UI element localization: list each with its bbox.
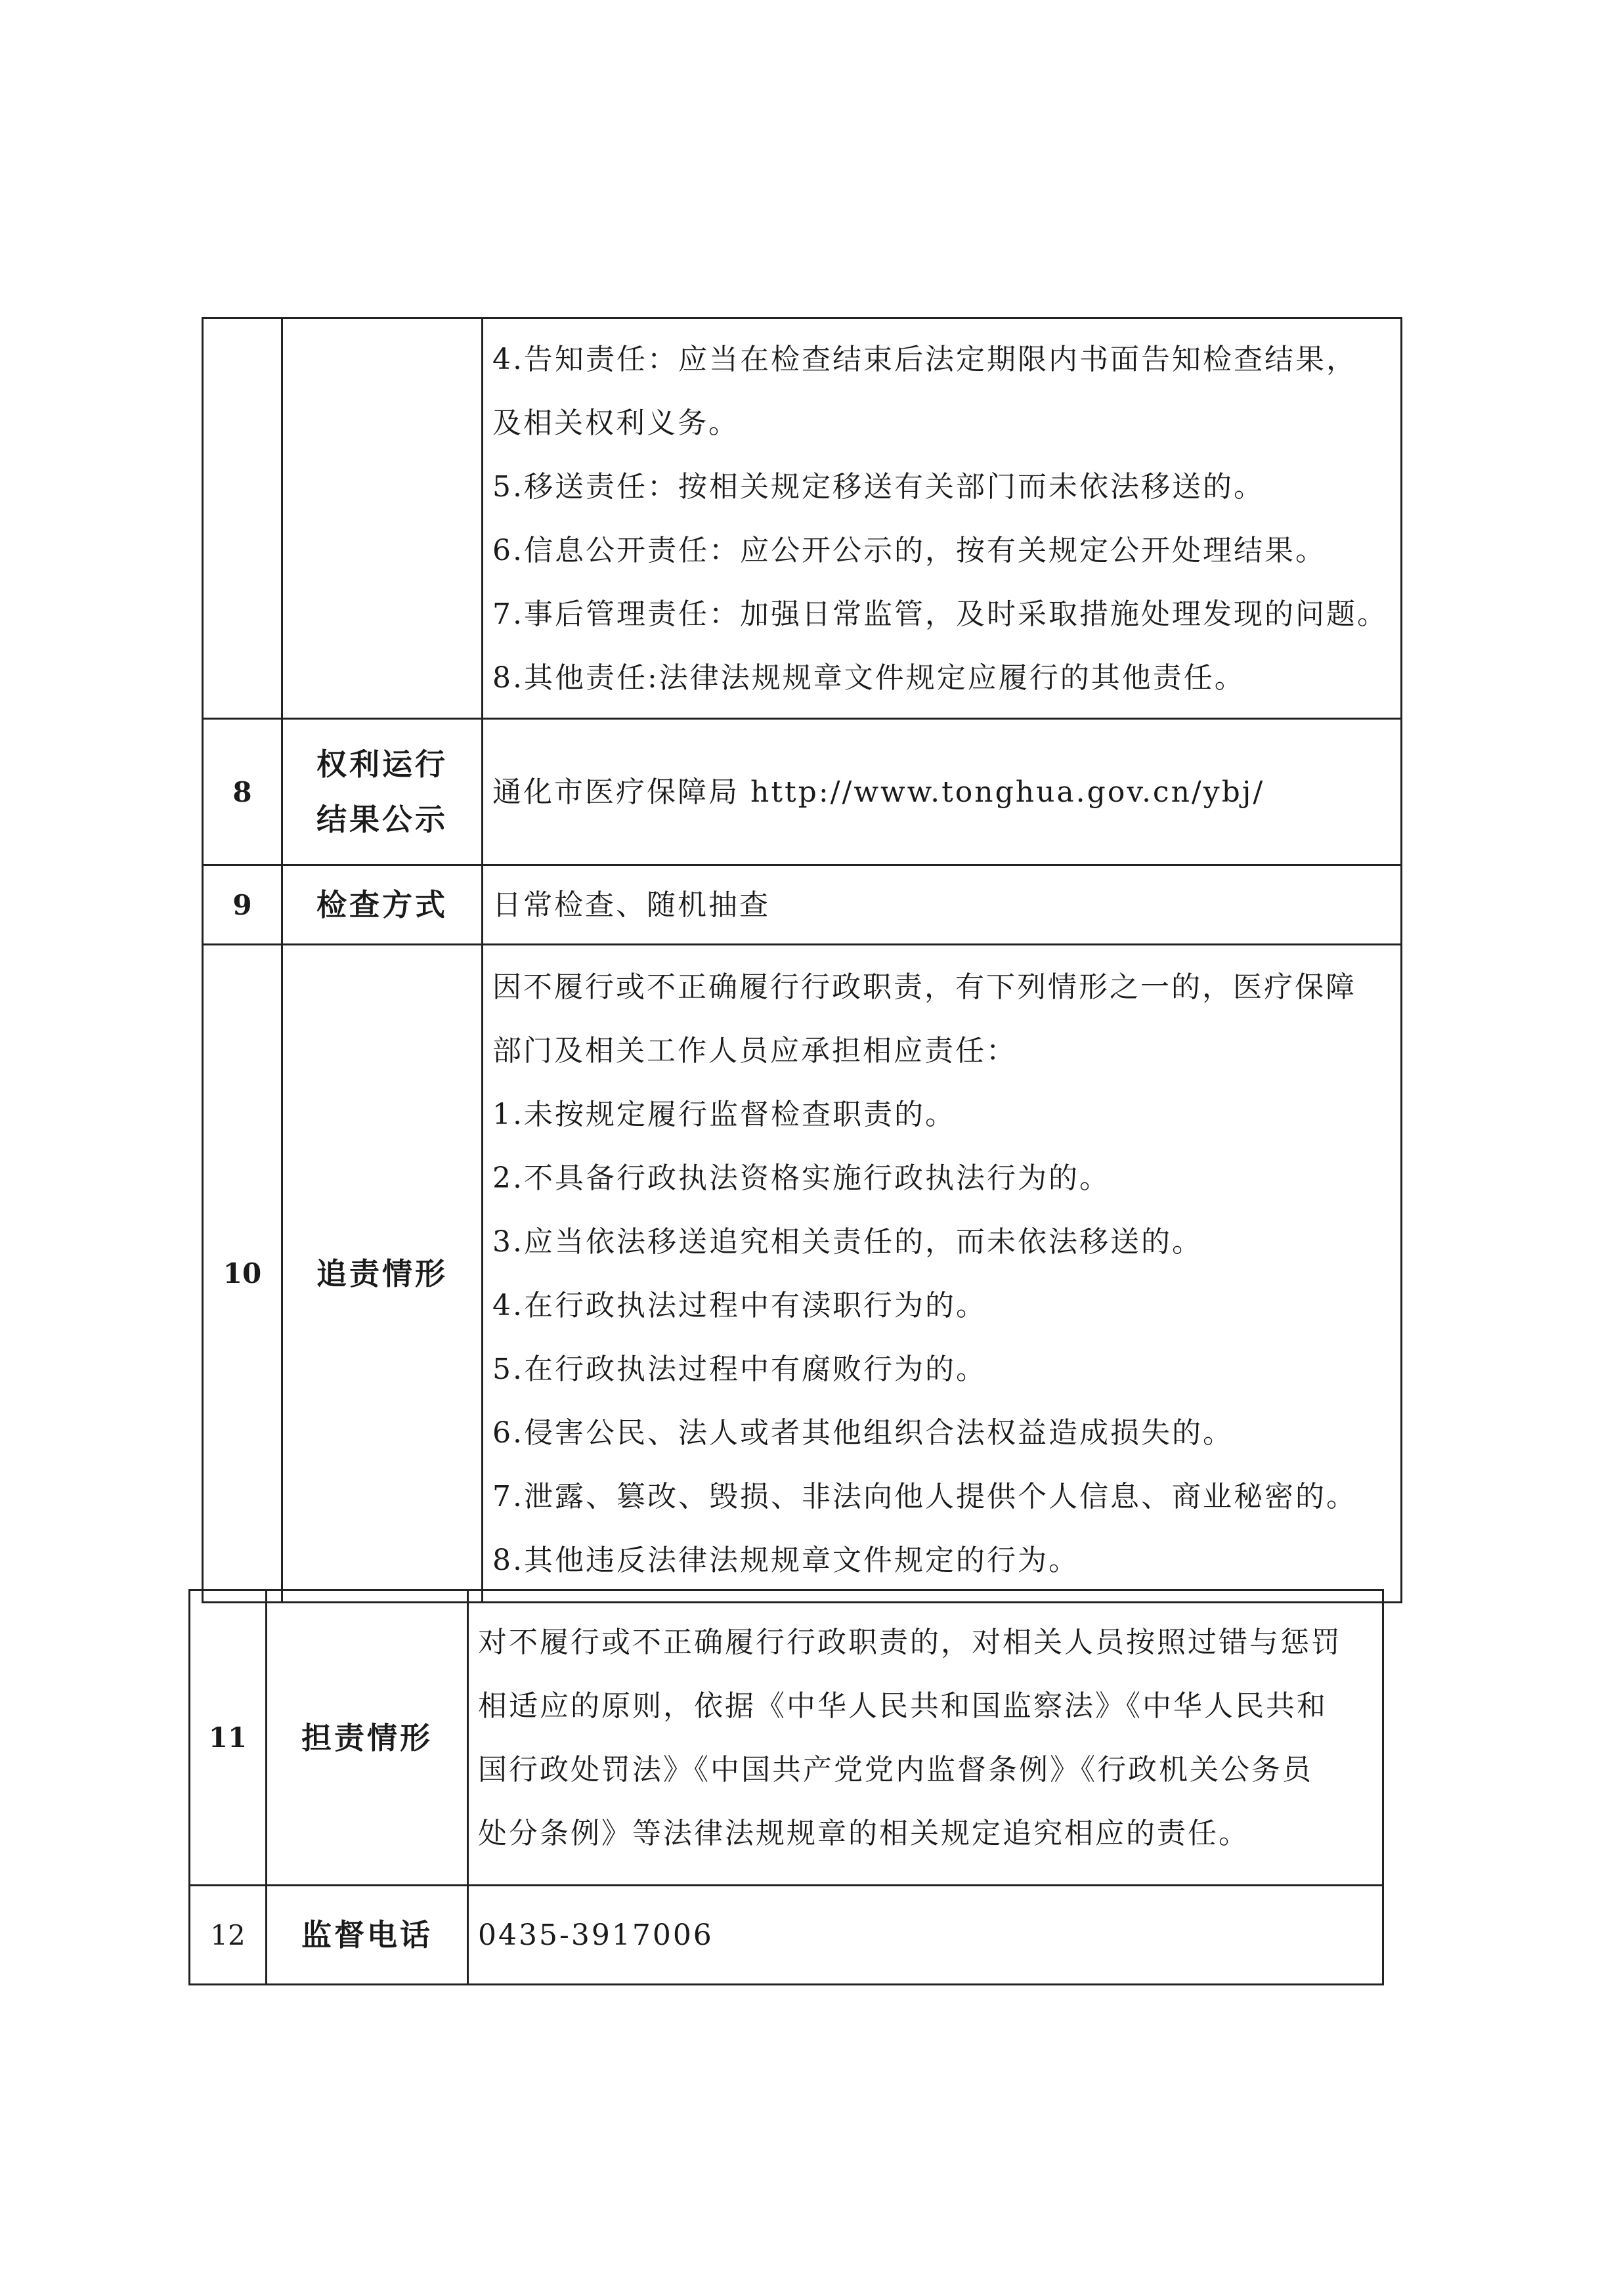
row-label	[282, 719, 483, 865]
row-label	[267, 1886, 468, 1985]
content-line: 及相关权利义务。	[492, 406, 739, 440]
content-line: 5.在行政执法过程中有腐败行为的。	[492, 1352, 987, 1386]
content-line: 国行政处罚法》《中国共产党党内监督条例》《行政机关公务员	[478, 1752, 1313, 1787]
content-line: 相适应的原则，依据《中华人民共和国监察法》《中华人民共和	[478, 1689, 1328, 1723]
row-number	[203, 318, 282, 719]
row-label	[267, 1590, 468, 1886]
label-line: 检查方式	[316, 887, 448, 922]
content-line: 4.在行政执法过程中有渎职行为的。	[492, 1288, 987, 1322]
table-row	[203, 318, 1402, 719]
content-line: 6.信息公开责任：应公开公示的，按有关规定公开处理结果。	[492, 533, 1326, 567]
label-line: 监督电话	[301, 1917, 433, 1953]
label-line: 结果公示	[316, 802, 448, 837]
row-label	[282, 865, 483, 945]
content-line: 8.其他违反法律法规规章文件规定的行为。	[492, 1543, 1079, 1577]
content-line: 部门及相关工作人员应承担相应责任：	[492, 1033, 1017, 1068]
row-label	[282, 318, 483, 719]
content-line: 3.应当依法移送追究相关责任的，而未依法移送的。	[492, 1224, 1203, 1259]
table-row	[203, 719, 1402, 865]
table-row	[190, 1590, 1383, 1886]
row-content	[483, 318, 1402, 719]
content-line: 4.告知责任：应当在检查结束后法定期限内书面告知检查结果，	[492, 342, 1357, 376]
row-content	[483, 719, 1402, 865]
table-row	[190, 1886, 1383, 1985]
row-label	[282, 945, 483, 1603]
row-number: 9	[203, 865, 282, 945]
table-row	[203, 865, 1402, 945]
content-line: 通化市医疗保障局 http://www.tonghua.gov.cn/ybj/	[492, 775, 1265, 809]
content-line: 0435-3917006	[478, 1918, 714, 1952]
content-line: 因不履行或不正确履行行政职责，有下列情形之一的，医疗保障	[492, 970, 1356, 1004]
row-number: 11	[190, 1590, 267, 1886]
content-line: 7.事后管理责任：加强日常监管，及时采取措施处理发现的问题。	[492, 597, 1388, 631]
row-number: 10	[203, 945, 282, 1603]
label-line: 权利运行	[316, 747, 448, 782]
content-line: 8.其他责任:法律法规规章文件规定应履行的其他责任。	[492, 661, 1245, 695]
row-content	[468, 1886, 1383, 1985]
label-line: 追责情形	[316, 1255, 448, 1291]
responsibility-table-upper	[202, 317, 1402, 1603]
responsibility-table-lower	[188, 1589, 1384, 1985]
content-line: 5.移送责任：按相关规定移送有关部门而未依法移送的。	[492, 469, 1264, 504]
content-line: 1.未按规定履行监督检查职责的。	[492, 1097, 956, 1131]
content-line: 处分条例》等法律法规规章的相关规定追究相应的责任。	[478, 1816, 1249, 1850]
row-content	[483, 865, 1402, 945]
table-row	[203, 945, 1402, 1603]
content-line: 对不履行或不正确履行行政职责的，对相关人员按照过错与惩罚	[478, 1625, 1342, 1659]
content-line: 7.泄露、篡改、毁损、非法向他人提供个人信息、商业秘密的。	[492, 1479, 1357, 1513]
row-content	[483, 945, 1402, 1603]
row-number: 8	[203, 719, 282, 865]
row-content	[468, 1590, 1383, 1886]
content-line: 6.侵害公民、法人或者其他组织合法权益造成损失的。	[492, 1416, 1234, 1450]
row-number: 12	[190, 1886, 267, 1985]
label-line: 担责情形	[301, 1720, 433, 1756]
content-line: 2.不具备行政执法资格实施行政执法行为的。	[492, 1161, 1110, 1195]
content-line: 日常检查、随机抽查	[492, 888, 770, 922]
